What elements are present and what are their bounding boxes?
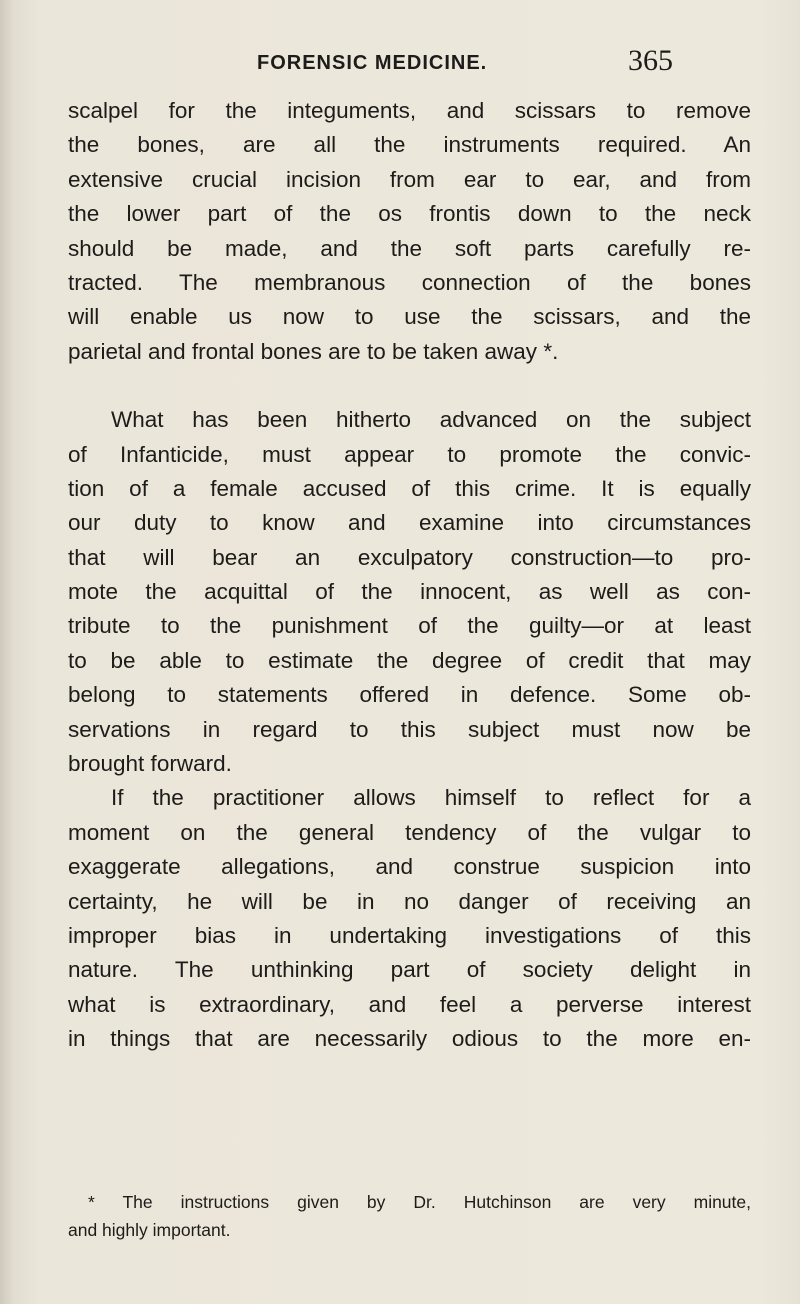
body-text (68, 94, 751, 1057)
text-line: servations in regard to this subject must now be (68, 716, 751, 742)
text-line: the lower part of the os frontis down to the neck (68, 201, 751, 227)
paragraph-2 (68, 403, 751, 781)
text-line: tribute to the punishment of the guilty—or at least (68, 613, 751, 639)
text-line: extensive crucial incision from ear to ear, and from (68, 166, 751, 192)
footnote-line: and highly important. (68, 1220, 231, 1240)
text-line: parietal and frontal bones are to be taken away *. (68, 338, 559, 364)
text-line: If the practitioner allows himself to reflect for a (111, 785, 751, 811)
paragraph-gap (68, 369, 751, 403)
text-line: exaggerate allegations, and construe suspicion into (68, 854, 751, 880)
text-line: improper bias in undertaking investigations of this (68, 922, 751, 948)
text-line: brought forward. (68, 751, 232, 777)
text-line: will enable us now to use the scissars, and the (68, 304, 751, 330)
text-line: moment on the general tendency of the vulgar to (68, 819, 751, 845)
text-line: what is extraordinary, and feel a perverse interest (68, 991, 751, 1017)
text-line: our duty to know and examine into circumstances (68, 510, 751, 536)
text-line: mote the acquittal of the innocent, as well as con- (68, 579, 751, 605)
text-line: to be able to estimate the degree of credit that may (68, 647, 751, 673)
footnote-line: * The instructions given by Dr. Hutchinson are very minute, (88, 1192, 751, 1212)
paragraph-3 (68, 781, 751, 1056)
text-line: that will bear an exculpatory construction—to pro- (68, 544, 751, 570)
text-line: nature. The unthinking part of society delight in (68, 957, 751, 983)
page-number: 365 (628, 44, 673, 77)
text-line: belong to statements offered in defence. Some ob- (68, 682, 751, 708)
text-line: of Infanticide, must appear to promote the convic- (68, 441, 751, 467)
text-line: What has been hitherto advanced on the subject (111, 407, 751, 433)
text-line: tracted. The membranous connection of the bones (68, 269, 751, 295)
text-line: in things that are necessarily odious to the more en- (68, 1026, 751, 1052)
running-head: FORENSIC MEDICINE. (257, 52, 488, 74)
text-line: tion of a female accused of this crime. It is equally (68, 475, 751, 501)
text-line: certainty, he will be in no danger of receiving an (68, 888, 751, 914)
text-line: should be made, and the soft parts carefully re- (68, 235, 751, 261)
footnote (68, 1188, 751, 1244)
paragraph-1 (68, 94, 751, 369)
text-line: the bones, are all the instruments required. An (68, 132, 751, 158)
text-line: scalpel for the integuments, and scissars to remove (68, 98, 751, 123)
